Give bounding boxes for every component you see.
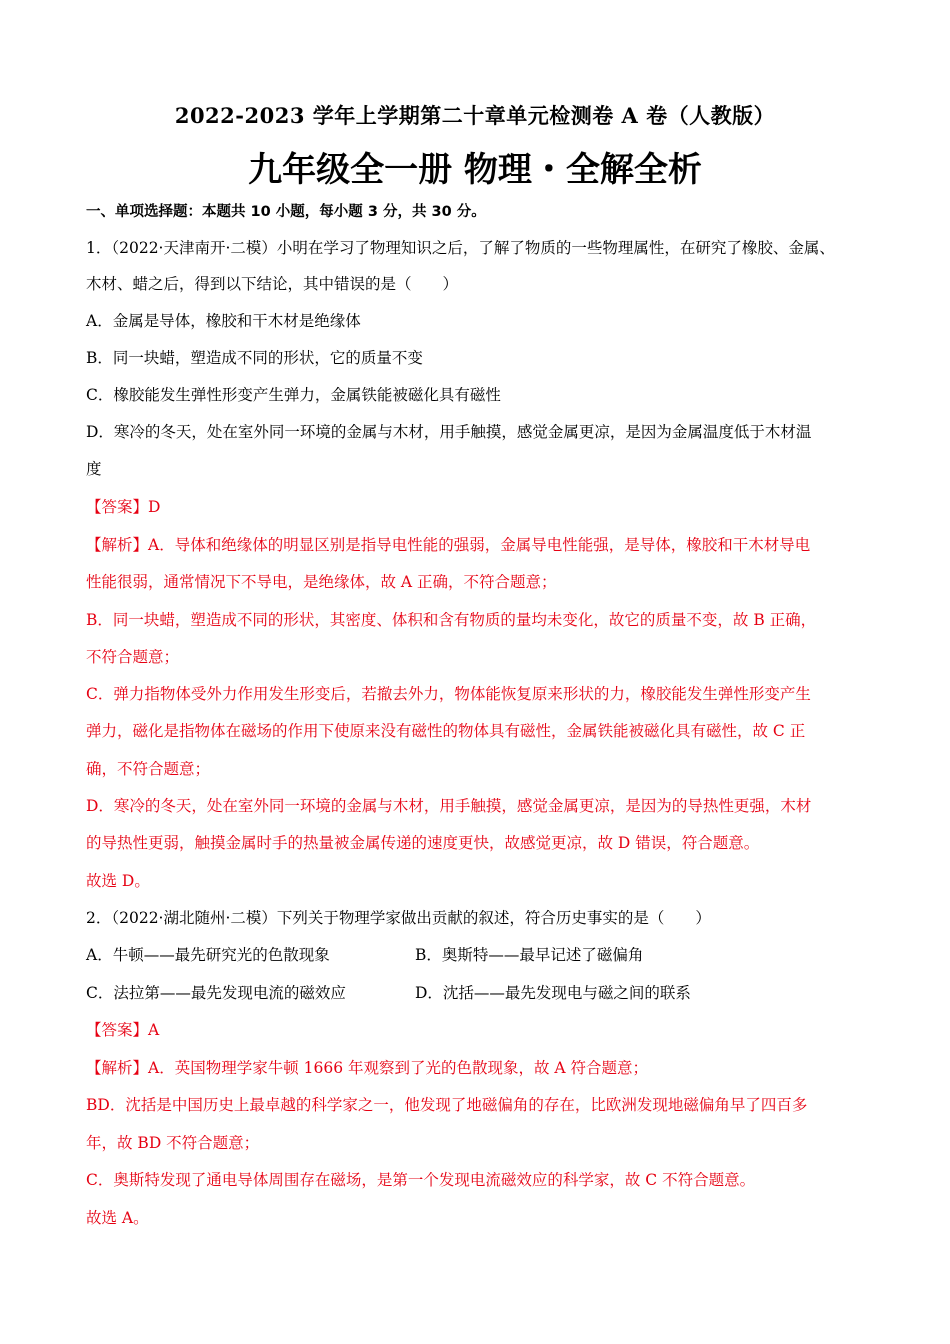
q1-explanation-line: 性能很弱，通常情况下不导电，是绝缘体，故 A 正确，不符合题意； xyxy=(86,573,557,591)
q2-option-a: A．牛顿——最先研究光的色散现象 xyxy=(86,946,330,964)
section-heading: 一、单项选择题：本题共 10 小题，每小题 3 分，共 30 分。 xyxy=(86,204,486,220)
q2-option-c: C．法拉第——最先发现电流的磁效应 xyxy=(86,984,346,1002)
q1-option-b: B．同一块蜡，塑造成不同的形状，它的质量不变 xyxy=(86,349,423,367)
q1-option-d-line1: D．寒冷的冬天，处在室外同一环境的金属与木材，用手触摸，感觉金属更凉，是因为金属温度低于木材温 xyxy=(86,423,812,441)
q1-explanation-line: C．弹力指物体受外力作用发生形变后，若撤去外力，物体能恢复原来形状的力，橡胶能发生弹性形变产生 xyxy=(86,685,811,703)
q2-answer: 【答案】A xyxy=(86,1021,160,1039)
q2-explanation-line: 年，故 BD 不符合题意； xyxy=(86,1134,260,1152)
q1-explanation-line: 确，不符合题意； xyxy=(86,760,211,778)
q1-option-a: A．金属是导体，橡胶和干木材是绝缘体 xyxy=(86,312,361,330)
q2-explanation-line: C．奥斯特发现了通电导体周围存在磁场，是第一个发现电流磁效应的科学家，故 C 不符合题意。 xyxy=(86,1171,756,1189)
q2-option-d: D．沈括——最先发现电与磁之间的联系 xyxy=(415,984,691,1002)
q2-option-b: B．奥斯特——最早记述了磁偏角 xyxy=(415,946,644,964)
q2-explanation-line: BD．沈括是中国历史上最卓越的科学家之一，他发现了地磁偏角的存在，比欧洲发现地磁偏角早了四百多 xyxy=(86,1096,808,1114)
q1-option-d-line2: 度 xyxy=(86,460,102,478)
q1-explanation-line: 的导热性更弱，触摸金属时手的热量被金属传递的速度更快，故感觉更凉，故 D 错误，符合题意。 xyxy=(86,834,760,852)
q1-explanation-line: 故选 D。 xyxy=(86,872,150,890)
q2-stem: 2．（2022·湖北随州·二模）下列关于物理学家做出贡献的叙述，符合历史事实的是（ ） xyxy=(86,909,711,927)
q1-stem-line1: 1．（2022·天津南开·二模）小明在学习了物理知识之后，了解了物质的一些物理属性，在研究了橡胶、金属、 xyxy=(86,239,835,257)
document-subtitle: 九年级全一册 物理・全解全析 xyxy=(248,150,702,190)
q1-option-c: C．橡胶能发生弹性形变产生弹力，金属铁能被磁化具有磁性 xyxy=(86,386,501,404)
document-title: 2022-2023 学年上学期第二十章单元检测卷 A 卷（人教版） xyxy=(174,103,776,128)
q1-explanation-line: 不符合题意； xyxy=(86,648,180,666)
q1-explanation-line: 【解析】A．导体和绝缘体的明显区别是指导电性能的强弱，金属导电性能强，是导体，橡胶和干木材导电 xyxy=(86,536,811,554)
q1-explanation-line: B．同一块蜡，塑造成不同的形状，其密度、体积和含有物质的量均未变化，故它的质量不变，故 B 正确， xyxy=(86,611,817,629)
q1-answer: 【答案】D xyxy=(86,498,161,516)
q1-explanation-line: D．寒冷的冬天，处在室外同一环境的金属与木材，用手触摸，感觉金属更凉，是因为的导热性更强，木材 xyxy=(86,797,812,815)
q1-explanation-line: 弹力，磁化是指物体在磁场的作用下使原来没有磁性的物体具有磁性，金属铁能被磁化具有磁性，故 C 正 xyxy=(86,722,806,740)
q2-explanation-line: 故选 A。 xyxy=(86,1209,149,1227)
q2-explanation-line: 【解析】A．英国物理学家牛顿 1666 年观察到了光的色散现象，故 A 符合题意； xyxy=(86,1059,649,1077)
q1-stem-line2: 木材、蜡之后，得到以下结论，其中错误的是（ ） xyxy=(86,275,459,293)
